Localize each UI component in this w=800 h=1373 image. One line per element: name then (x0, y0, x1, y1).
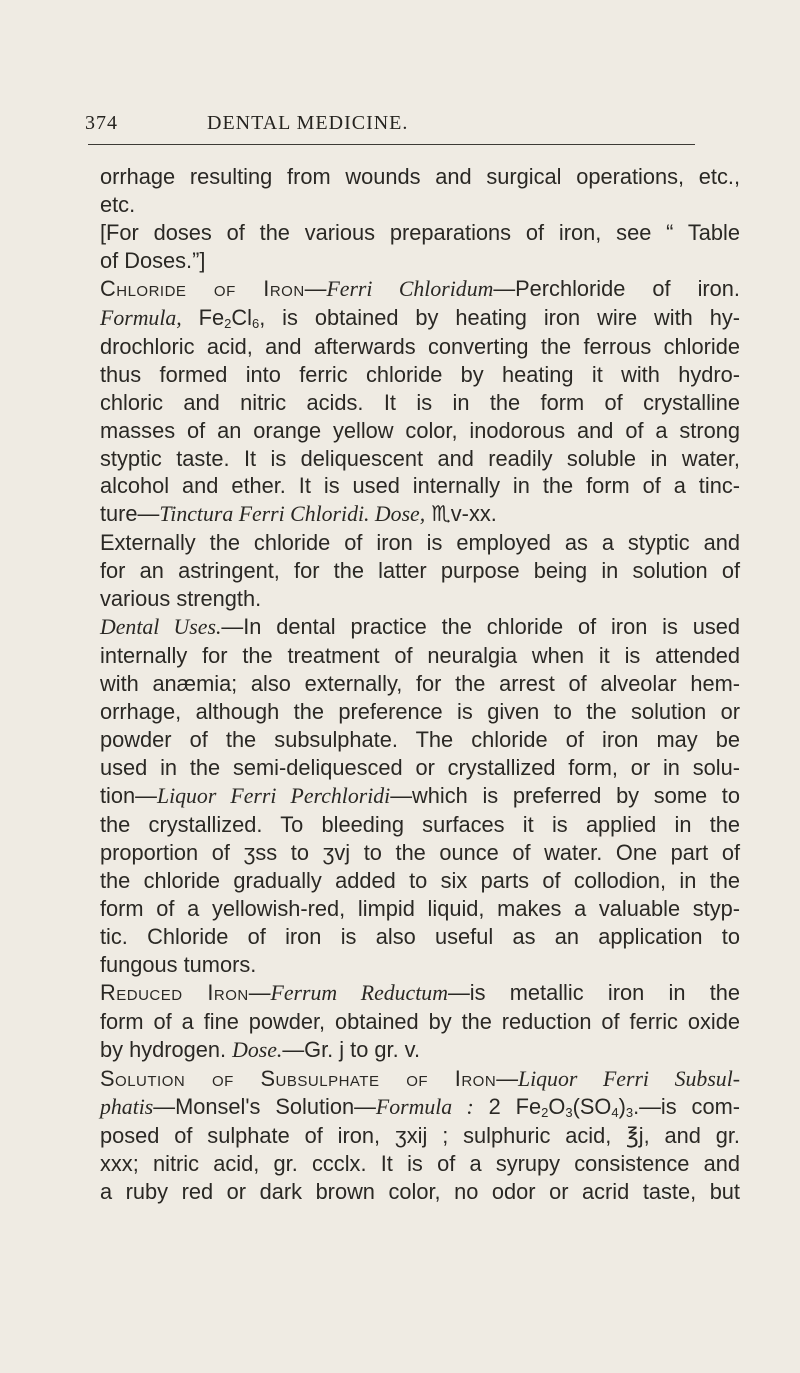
subscript: 3 (565, 1105, 573, 1121)
text-line (100, 417, 740, 445)
text-run: ) (618, 1094, 626, 1120)
text-run: — (248, 979, 271, 1005)
text-line (100, 472, 740, 500)
page-number: 374 (85, 112, 118, 134)
text-run: 2 Fe (473, 1094, 542, 1120)
text-line (100, 754, 740, 782)
text-line (100, 1178, 740, 1206)
text-line (100, 867, 740, 895)
text-run: [For doses of the various preparations of iron, see “ Table (100, 219, 740, 245)
text-run: O (548, 1094, 566, 1120)
text-line (100, 923, 740, 951)
text-run: etc. (100, 191, 136, 217)
text-line (100, 585, 740, 613)
italic-term: Dose. (232, 1037, 283, 1062)
text-run: styptic taste. It is deliquescent and readily soluble in water, (100, 445, 740, 471)
text-run: a ruby red or dark brown color, no odor or acrid taste, but (100, 1179, 740, 1205)
subscript: 2 (541, 1105, 549, 1121)
text-line (100, 839, 740, 867)
text-run: of Doses.”] (100, 247, 206, 273)
text-run: drochloric acid, and afterwards converting the ferrous chloride (100, 333, 740, 359)
text-line (100, 191, 740, 219)
text-run: alcohol and ether. It is used internally in the form of a tinc- (100, 473, 740, 499)
text-run: (SO (572, 1094, 612, 1120)
text-run: powder of the subsulphate. The chloride of iron may be (100, 727, 740, 753)
text-run: various strength. (100, 586, 262, 612)
text-line (100, 1150, 740, 1178)
text-line (100, 670, 740, 698)
text-line (100, 557, 740, 585)
page-header (85, 112, 685, 142)
text-run: —Monsel's Solution— (153, 1094, 376, 1120)
subscript: 6 (251, 315, 260, 331)
text-run: Fe (181, 304, 225, 330)
text-run: —In dental practice the chloride of iron is used (221, 614, 741, 640)
header-rule (88, 144, 695, 145)
italic-term: Tinctura Ferri Chloridi. Dose, (159, 502, 426, 527)
text-line (100, 1122, 740, 1150)
text-line (100, 361, 740, 389)
text-run: , is obtained by heating iron wire with hy- (259, 304, 740, 330)
italic-term: Dental Uses. (100, 615, 222, 640)
text-run: for an astringent, for the latter purpose being in solution of (100, 558, 740, 584)
text-line (100, 333, 740, 361)
italic-term: phatis (100, 1095, 154, 1120)
text-line (100, 726, 740, 754)
text-line (100, 1036, 740, 1065)
italic-term: Formula : (375, 1095, 474, 1120)
text-run: form of a yellowish-red, limpid liquid, makes a valuable styp- (100, 895, 740, 921)
text-run: ture— (100, 501, 160, 527)
text-line (100, 1065, 740, 1094)
text-run: thus formed into ferric chloride by heating it with hydro- (100, 361, 740, 387)
text-line (100, 642, 740, 670)
text-run: form of a fine powder, obtained by the reduction of ferric oxide (100, 1008, 740, 1034)
text-line (100, 979, 740, 1008)
text-run: the chloride gradually added to six parts of collodion, in the (100, 867, 740, 893)
italic-term: Liquor Ferri Perchloridi (156, 783, 391, 808)
text-run: — (304, 275, 327, 301)
text-line (100, 782, 740, 811)
text-run: tion— (100, 782, 157, 808)
text-line (100, 275, 740, 304)
text-run: used in the semi-deliquesced or crystallized form, or in solu- (100, 755, 740, 781)
text-run: — (496, 1065, 518, 1091)
text-run: Externally the chloride of iron is employed as a styptic and (100, 530, 740, 556)
text-line (100, 811, 740, 839)
italic-term: Formula, (100, 305, 182, 330)
italic-term: Ferrum Reductum (270, 980, 448, 1005)
italic-term: Ferri Chloridum (326, 276, 494, 301)
text-run: xxx; nitric acid, gr. ccclx. It is of a syrupy consistence and (100, 1151, 740, 1177)
text-run: fungous tumors. (100, 951, 257, 977)
text-line (100, 445, 740, 473)
subscript: 3 (625, 1105, 634, 1121)
text-line (100, 500, 740, 529)
text-run: tic. Chloride of iron is also useful as an application to (100, 923, 740, 949)
body-text (100, 163, 740, 1206)
text-line (100, 163, 740, 191)
text-run: .—is com- (633, 1094, 740, 1120)
text-line (100, 895, 740, 923)
text-line (100, 951, 740, 979)
section-heading: Reduced Iron (100, 979, 249, 1005)
text-run: —Perchloride of iron. (493, 275, 740, 301)
text-run: —is metallic iron in the (447, 979, 740, 1005)
text-line (100, 698, 740, 726)
text-run: —which is preferred by some to (390, 782, 740, 808)
text-run: —Gr. j to gr. v. (282, 1036, 421, 1062)
subscript: 2 (224, 315, 232, 331)
text-line (100, 219, 740, 247)
text-run: internally for the treatment of neuralgia when it is attended (100, 643, 740, 669)
italic-term: Liquor Ferri Subsul- (517, 1066, 741, 1091)
text-run: orrhage, although the preference is given to the solution or (100, 699, 740, 725)
text-run: masses of an orange yellow color, inodorous and of a strong (100, 417, 740, 443)
running-title: DENTAL MEDICINE. (207, 112, 409, 134)
text-line (100, 389, 740, 417)
text-line (100, 1008, 740, 1036)
subscript: 4 (611, 1105, 619, 1121)
text-run: proportion of ʒss to ʒvj to the ounce of water. One part of (100, 839, 740, 865)
text-run: Cl (231, 304, 252, 330)
section-heading: Solution of Subsulphate of Iron (100, 1065, 497, 1091)
text-line (100, 304, 740, 333)
text-run: orrhage resulting from wounds and surgical operations, etc., (100, 164, 740, 189)
section-heading: Chloride of Iron (100, 275, 305, 301)
text-run: the crystallized. To bleeding surfaces it is applied in the (100, 811, 740, 837)
text-line (100, 529, 740, 557)
text-line (100, 247, 740, 275)
text-line (100, 1093, 740, 1122)
text-line (100, 613, 740, 642)
text-run: by hydrogen. (100, 1036, 233, 1062)
text-run: with anæmia; also externally, for the arrest of alveolar hem- (100, 671, 740, 697)
text-run: chloric and nitric acids. It is in the form of crystalline (100, 389, 740, 415)
text-run: ♏v-xx. (425, 501, 497, 527)
text-run: posed of sulphate of iron, ʒxij ; sulphuric acid, ℥j, and gr. (100, 1123, 740, 1149)
